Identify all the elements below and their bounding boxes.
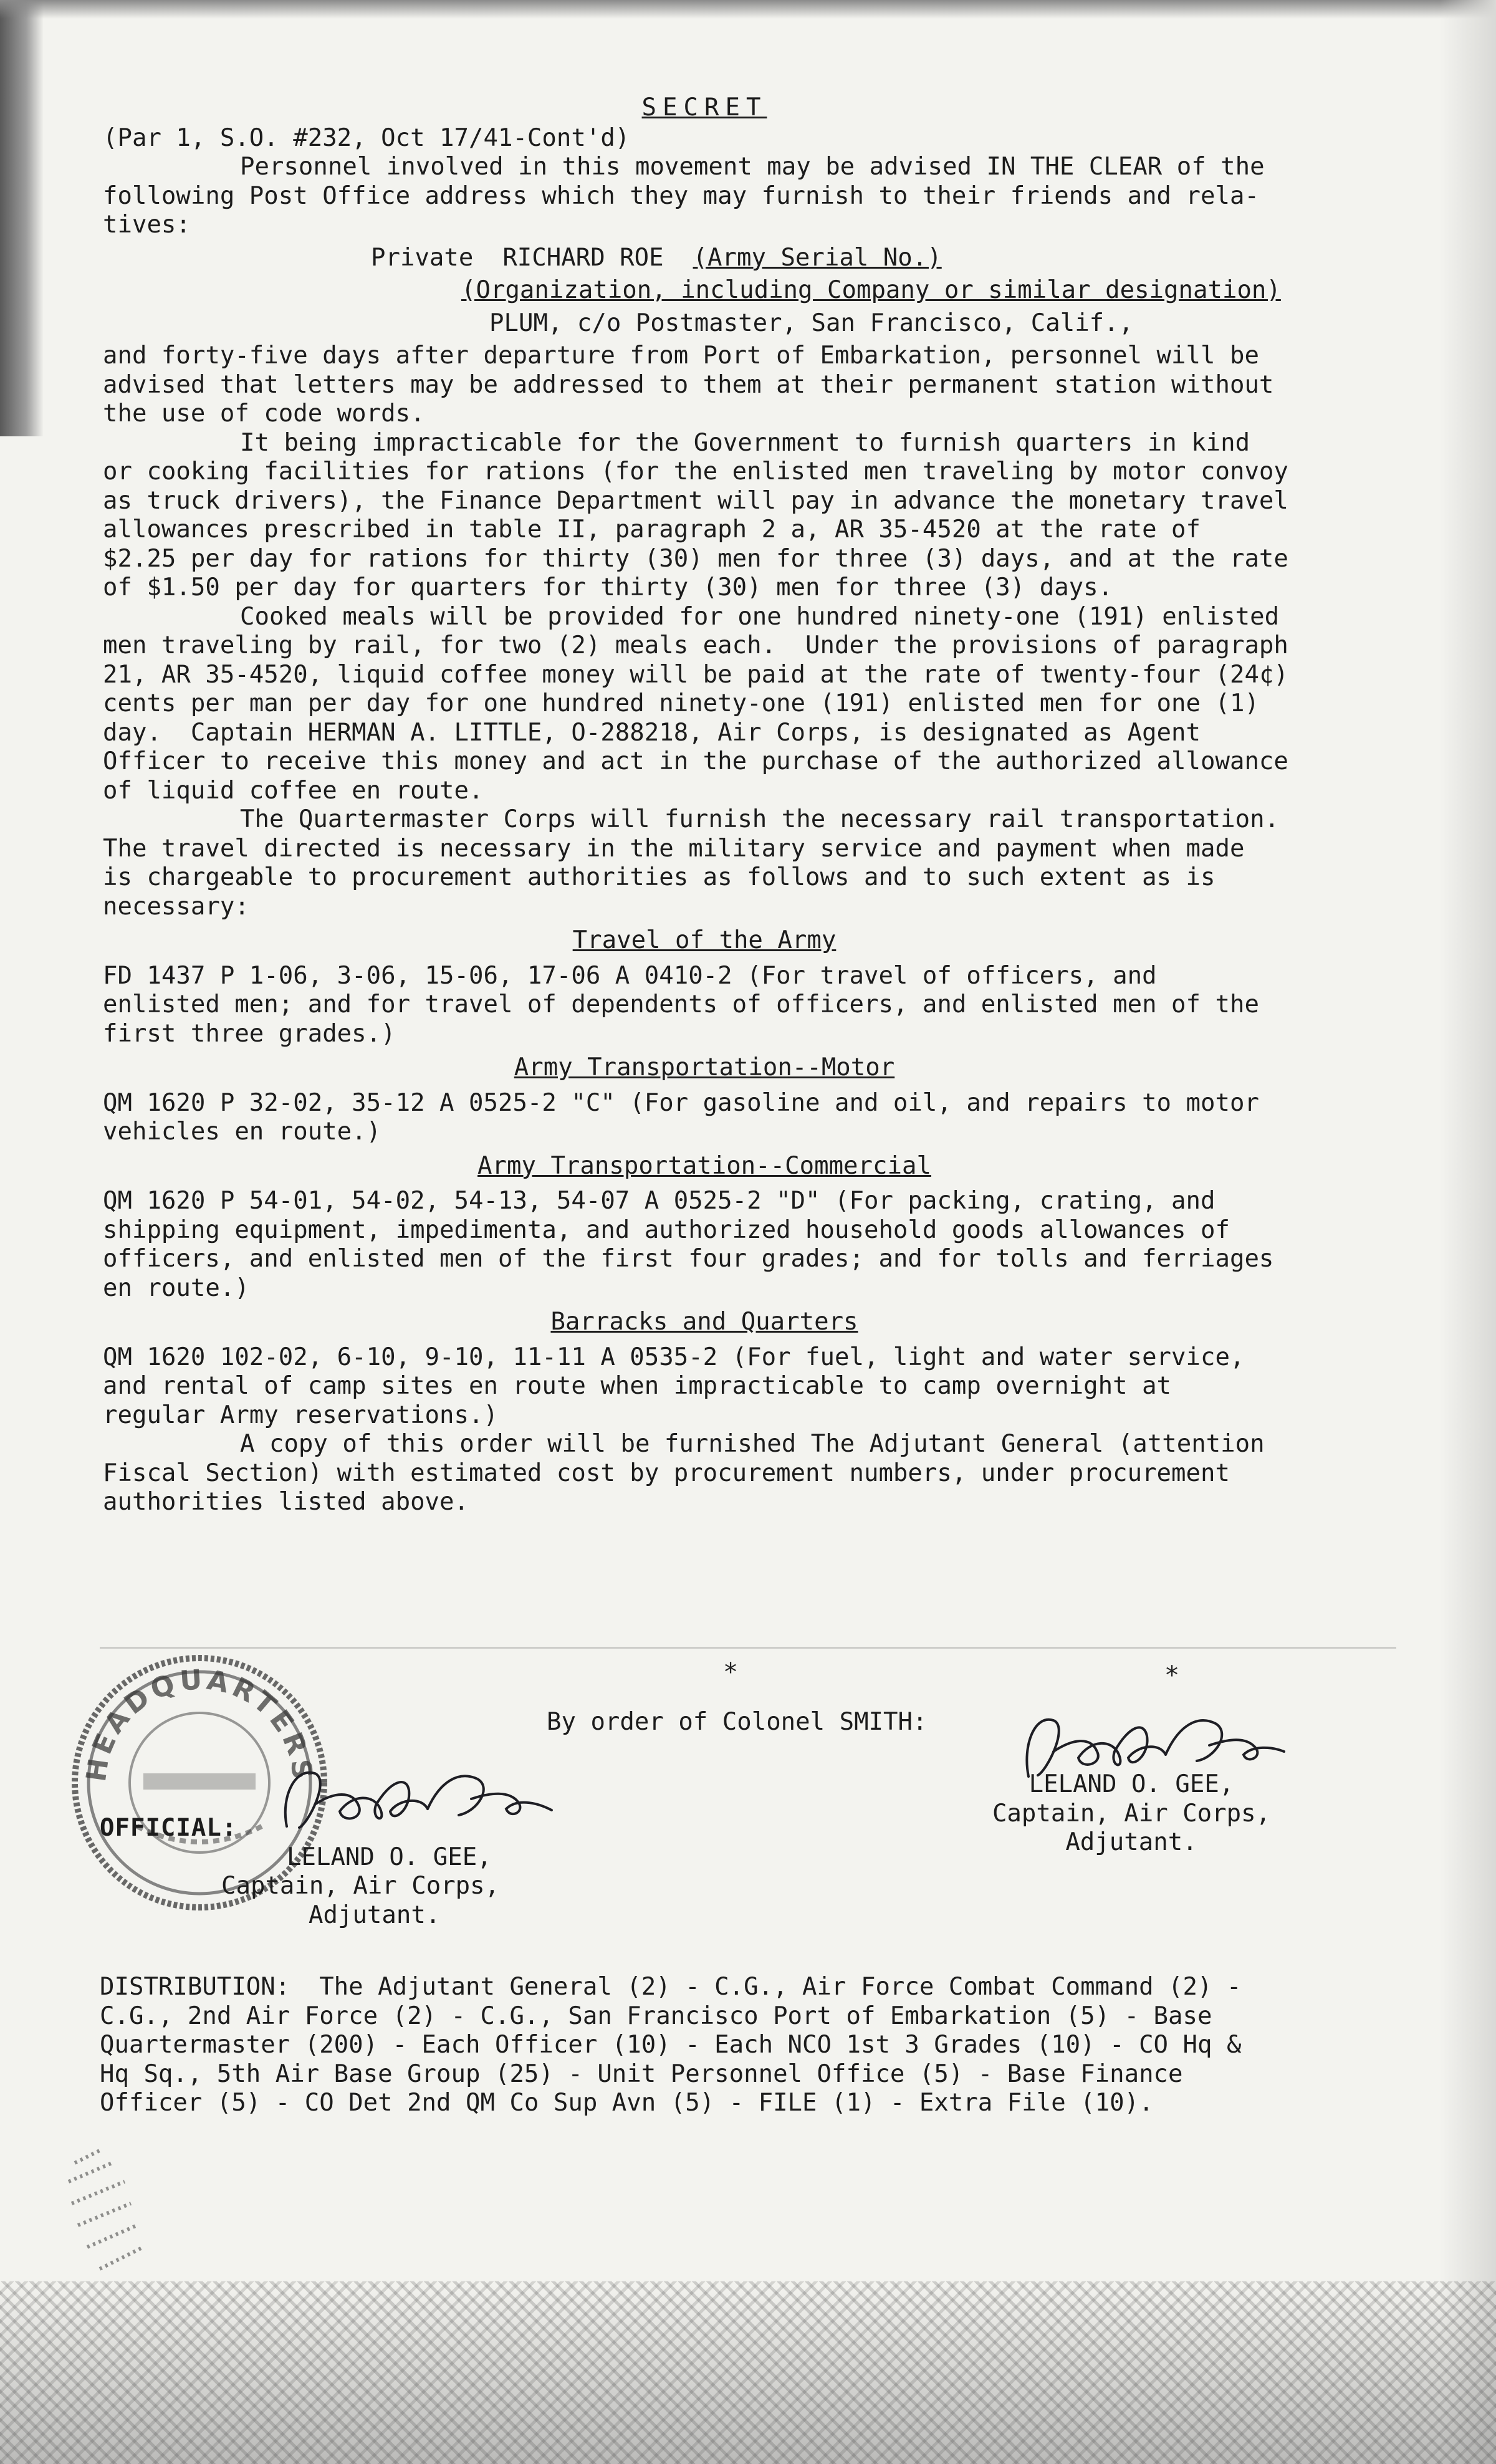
signer-rank: Captain, Air Corps, (221, 1872, 500, 1900)
text-line: and rental of camp sites en route when impracticable to camp overnight at (103, 1372, 1172, 1400)
mailing-address (103, 244, 1306, 338)
section-heading: Army Transportation--Commercial (477, 1151, 931, 1180)
section-army-transportation-motor (103, 1053, 1306, 1147)
address-serial: (Army Serial No.) (693, 243, 942, 272)
text-line: QM 1620 P 32-02, 35-12 A 0525-2 "C" (For gasoline and oil, and repairs to motor (103, 1088, 1259, 1117)
text-line: A copy of this order will be furnished The Adjutant General (attention (240, 1430, 1265, 1458)
section-heading: Travel of the Army (572, 926, 837, 954)
text-line: is chargeable to procurement authorities as follows and to such extent as is (103, 863, 1216, 891)
text-line: The travel directed is necessary in the military service and payment when made (103, 834, 1245, 863)
text-line: Personnel involved in this movement may be advised IN THE CLEAR of the (240, 153, 1265, 181)
star-mark-left: * (723, 1658, 739, 1687)
code-words-paragraph (103, 342, 1306, 429)
by-order-line: By order of Colonel SMITH: (547, 1708, 928, 1736)
text-line: as truck drivers), the Finance Department will pay in advance the monetary travel (103, 486, 1288, 515)
classification-heading: SECRET (641, 93, 767, 122)
text-line: authorities listed above. (103, 1488, 469, 1516)
text-line: or cooking facilities for rations (for the enlisted men traveling by motor convoy (103, 458, 1288, 486)
text-line: of liquid coffee en route. (103, 776, 484, 805)
signer-rank: Captain, Air Corps, (992, 1799, 1271, 1828)
meals-paragraph (103, 603, 1306, 806)
text-line: allowances prescribed in table II, paragraph 2 a, AR 35-4520 at the rate of (103, 515, 1201, 544)
text-line: Hq Sq., 5th Air Base Group (25) - Unit Personnel Office (5) - Base Finance (100, 2059, 1183, 2088)
address-name: Private RICHARD ROE (371, 243, 693, 272)
seal-text: HEADQUARTERS (80, 1664, 319, 1785)
text-line: necessary: (103, 892, 249, 921)
signer-title: Adjutant. (309, 1901, 441, 1929)
text-line: first three grades.) (103, 1019, 396, 1048)
text-line: Officer to receive this money and act in the purchase of the authorized allowance (103, 747, 1288, 775)
text-line: and forty-five days after departure from Port of Embarkation, personnel will be (103, 342, 1259, 370)
text-line: following Post Office address which they may furnish to their friends and rela- (103, 181, 1259, 210)
text-line: the use of code words. (103, 400, 425, 428)
text-line: regular Army reservations.) (103, 1401, 498, 1429)
text-line: FD 1437 P 1-06, 3-06, 15-06, 17-06 A 0410-2 (For travel of officers, and (103, 961, 1157, 990)
section-heading: Army Transportation--Motor (514, 1053, 895, 1081)
text-line: officers, and enlisted men of the first four grades; and for tolls and ferriages (103, 1245, 1274, 1273)
address-organization: (Organization, including Company or similar designation) (461, 276, 1281, 304)
paper-right-shadow (1440, 0, 1496, 2464)
document-body (103, 93, 1306, 1517)
signature-block-right (969, 1770, 1293, 1858)
text-line: It being impracticable for the Government to furnish quarters in kind (240, 428, 1250, 457)
scan-noise-bottom (0, 2281, 1496, 2464)
text-line: The Quartermaster Corps will furnish the necessary rail transportation. (240, 805, 1280, 833)
text-line: 21, AR 35-4520, liquid coffee money will be paid at the rate of twenty-four (24¢) (103, 660, 1288, 689)
text-line: advised that letters may be addressed to them at their permanent station without (103, 370, 1274, 399)
text-line: en route.) (103, 1273, 249, 1302)
paper-edge-shadow (0, 0, 44, 436)
text-line: cents per man per day for one hundred ninety-one (191) enlisted men for one (1) (103, 689, 1259, 717)
star-mark-right: * (1164, 1661, 1180, 1690)
section-travel-of-the-army (103, 926, 1306, 1048)
text-line: tives: (103, 211, 191, 239)
text-line: DISTRIBUTION: The Adjutant General (2) - C.G., Air Force Combat Command (2) - (100, 1973, 1242, 2001)
text-line: C.G., 2nd Air Force (2) - C.G., San Francisco Port of Embarkation (5) - Base (100, 2001, 1212, 2030)
signature-block-left (100, 1814, 536, 1930)
address-line-1 (103, 244, 1306, 273)
rations-paragraph (103, 429, 1306, 603)
text-line: QM 1620 P 54-01, 54-02, 54-13, 54-07 A 0525-2 "D" (For packing, crating, and (103, 1187, 1216, 1215)
text-line: shipping equipment, impedimenta, and authorized household goods allowances of (103, 1215, 1230, 1244)
text-line: $2.25 per day for rations for thirty (30) men for three (3) days, and at the rate (103, 544, 1288, 573)
official-label: OFFICIAL: (100, 1814, 237, 1842)
signer-name: LELAND O. GEE, (287, 1843, 492, 1871)
paper-top-shadow (0, 0, 1496, 19)
intro-paragraph (103, 153, 1306, 240)
text-line: men traveling by rail, for two (2) meals each. Under the provisions of paragraph (103, 631, 1288, 659)
text-line: QM 1620 102-02, 6-10, 9-10, 11-11 A 0535-2 (For fuel, light and water service, (103, 1343, 1245, 1371)
text-line: Fiscal Section) with estimated cost by procurement numbers, under procurement (103, 1459, 1230, 1487)
address-line-2 (103, 276, 1306, 305)
order-reference: (Par 1, S.O. #232, Oct 17/41-Cont'd) (103, 123, 630, 152)
ink-smudge (56, 2144, 168, 2288)
distribution-list (100, 1973, 1321, 2118)
section-barracks-and-quarters (103, 1308, 1306, 1430)
copy-distribution-paragraph (103, 1430, 1306, 1517)
text-line: day. Captain HERMAN A. LITTLE, O-288218, Air Corps, is designated as Agent (103, 718, 1201, 747)
text-line: enlisted men; and for travel of dependents of officers, and enlisted men of the (103, 990, 1259, 1019)
transportation-paragraph (103, 805, 1306, 921)
text-line: Officer (5) - CO Det 2nd QM Co Sup Avn (5) - FILE (1) - Extra File (10). (100, 2089, 1154, 2117)
text-line: Cooked meals will be provided for one hundred ninety-one (191) enlisted (240, 602, 1280, 631)
address-line-3: PLUM, c/o Postmaster, San Francisco, Calif., (489, 309, 1134, 337)
text-line: of $1.50 per day for quarters for thirty (30) men for three (3) days. (103, 573, 1113, 602)
section-heading: Barracks and Quarters (550, 1308, 858, 1336)
section-army-transportation-commercial (103, 1152, 1306, 1303)
text-line: vehicles en route.) (103, 1118, 381, 1146)
signer-title: Adjutant. (1065, 1828, 1197, 1856)
signer-name: LELAND O. GEE, (1028, 1770, 1234, 1798)
text-line: Quartermaster (200) - Each Officer (10) - Each NCO 1st 3 Grades (10) - CO Hq & (100, 2031, 1242, 2059)
